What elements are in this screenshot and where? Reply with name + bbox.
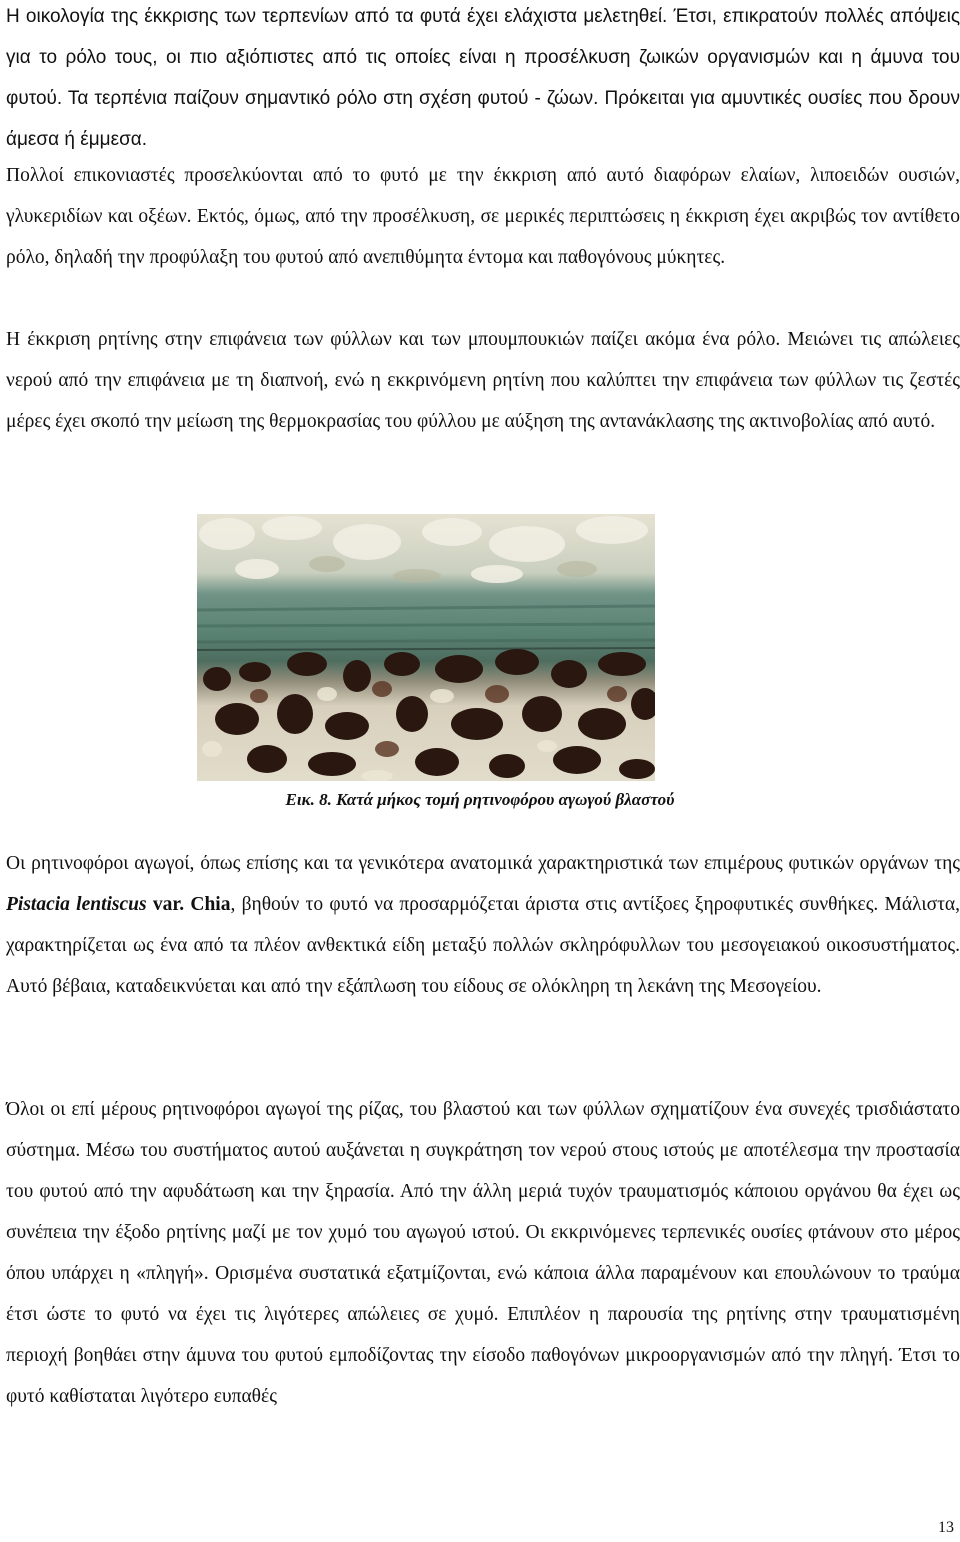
paragraph-resin-secretion: Η έκκριση ρητίνης στην επιφάνεια των φύλλων και των μπουμπουκιών παίζει ακόμα ένα ρόλο. Μειώνει τις απώλειες νερού από την επιφάνεια με τη διαπνοή, ενώ η εκκρινόμενη ρητίνη που καλύπτει την επιφάνεια των φύλλων τις ζεστές μέρες έχει σκοπό την μείωση της θερμοκρασίας του φύλλου με αύξηση της αντανάκλασης της ακτινοβολίας από αυτό. [6,329,960,432]
paragraph-duct-system: Όλοι οι επί μέρους ρητινοφόροι αγωγοί της ρίζας, του βλαστού και των φύλλων σχηματίζουν ένα συνεχές τρισδιάστατο σύστημα. Μέσω του συστήματος αυτού αυξάνεται η συγκράτηση τον νερού στους ιστούς με αποτέλεσμα την προστασία του φυτού από την αφυδάτωση και την ξηρασία. Από την άλλη μεριά τυχόν τραυματισμός κάποιου οργάνου θα έχει ως συνέπεια την έξοδο ρητίνης μαζί με τον χυμό του αγωγού ιστού. Οι εκκρινόμενες τερπενικές ουσίες φτάνουν στο μέρος όπου υπάρχει η «πληγή». Ορισμένα συστατικά εξατμίζονται, ενώ κάποια άλλα παραμένουν και επουλώνουν το τραύμα έτσι ώστε το φυτό να έχει τις λιγότερες απώλειες σε χυμό. Επιπλέον η παρουσία της ρητίνης στην τραυματισμένη περιοχή βοηθάει στην άμυνα του φυτού εμποδίζοντας την είσοδο παθογόνων μικροοργανισμών από την πληγή. Έτσι το φυτό καθίσταται λιγότερο ευπαθές [6,1099,960,1407]
species-name: Pistacia lentiscus [6,894,147,915]
page-number: 13 [938,1519,954,1536]
p4-text-after: , βηθούν το φυτό να προσαρμόζεται άριστα στις αντίξοες ξηροφυτικές συνθήκες. Μάλιστα, χαρακτηρίζεται ως ένα από τα πλέον ανθεκτικά είδη μεταξύ πολλών σκληρόφυλλων του μεσογειακού οικοσυστήματος. Αυτό βέβαια, καταδεικνύεται και από την εξάπλωση του είδους σε ολόκληρη τη λεκάνη της Μεσογείου. [6,894,960,997]
p4-text-before: Οι ρητινοφόροι αγωγοί, όπως επίσης και τα γενικότερα ανατομικά χαρακτηριστικά των επιμέρους φυτικών οργάνων της [6,853,960,874]
micrograph-resin-duct [197,514,655,781]
paragraph-terpene-ecology: Η οικολογία της έκκρισης των τερπενίων από τα φυτά έχει ελάχιστα μελετηθεί. Έτσι, επικρατούν πολλές απόψεις για το ρόλο τους, οι πιο αξιόπιστες από τις οποίες είναι η προσέλκυση ζωικών οργανισμών και η άμυνα του φυτού. Τα τερπένια παίζουν σημαντικό ρόλο στη σχέση φυτού - ζώων. Πρόκειται για αμυντικές ουσίες που δρουν άμεσα ή έμμεσα. [6,6,960,150]
paragraph-pollinators: Πολλοί επικονιαστές προσελκύονται από το φυτό με την έκκριση από αυτό διαφόρων ελαίων, λιποειδών ουσιών, γλυκεριδίων και οξέων. Εκτός, όμως, από την προσέλκυση, σε μερικές περιπτώσεις η έκκριση έχει ακριβώς τον αντίθετο ρόλο, δηλαδή την προφύλαξη του φυτού από ανεπιθύμητα έντομα και παθογόνους μύκητες. [6,165,960,268]
micrograph-image [197,514,655,781]
paragraph-resin-ducts-adaptation [6,843,960,1007]
variety-name: var. Chia [146,894,231,915]
figure-caption: Εικ. 8. Κατά μήκος τομή ρητινοφόρου αγωγού βλαστού [285,790,675,809]
